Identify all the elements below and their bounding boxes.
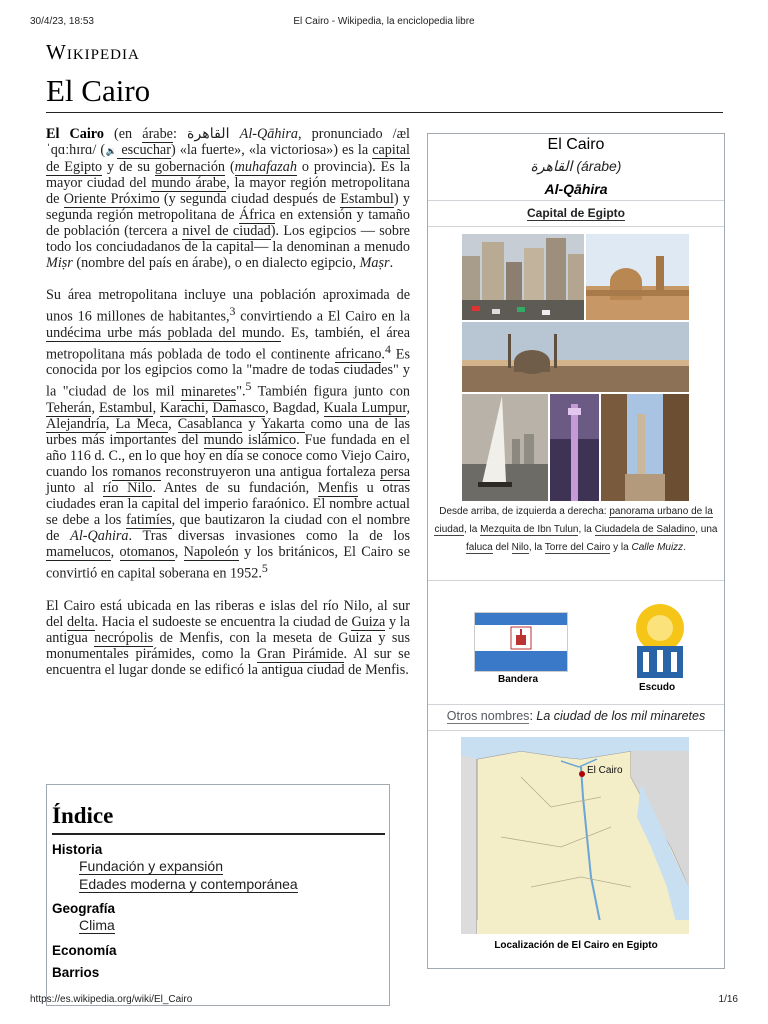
link-africano[interactable]: africano (334, 346, 382, 363)
link-muhafazah[interactable]: muhafazah (234, 159, 297, 175)
collage-caption: Desde arriba, de izquierda a derecha: panorama urbano de la ciudad, la Mezquita de Ibn Tulun, la Ciudadela de Saladino, una faluca del Nilo, la Torre del Cairo y la Calle Muizz. (434, 506, 718, 553)
coat-label: Escudo (639, 682, 676, 693)
ref-4[interactable]: 4 (384, 341, 391, 356)
link-nivel-ciudad[interactable]: nivel de ciudad (182, 223, 271, 239)
photo-ibn-tulun-mosque[interactable] (586, 234, 689, 320)
other-names-key[interactable]: Otros nombres (446, 709, 530, 723)
link-capital-egipto-infobox[interactable]: Capital de Egipto (526, 206, 625, 220)
ref-3[interactable]: 3 (229, 304, 236, 318)
link-estambul[interactable]: Estambul (340, 191, 394, 207)
link-minaretes[interactable]: minaretes (181, 384, 237, 401)
infobox-arabic-name: القاهرة (árabe) (530, 158, 622, 174)
coat-of-arms-icon (631, 602, 689, 682)
other-names-value: La ciudad de los mil minaretes (536, 709, 706, 723)
link-la-meca[interactable]: La Meca (115, 416, 169, 433)
photo-cairo-tower[interactable] (550, 394, 599, 501)
page-title: El Cairo (46, 73, 151, 108)
print-datetime: 30/4/23, 18:53 (30, 16, 94, 27)
wikipedia-logo[interactable]: Wikipedia (46, 40, 140, 64)
link-rio-nilo[interactable]: río Nilo (102, 480, 153, 497)
link-kuala-lumpur[interactable]: Kuala Lumpur (323, 400, 407, 417)
print-header (30, 16, 738, 30)
link-delta[interactable]: delta (66, 613, 95, 630)
metro-paragraph: Su área metropolitana incluye una población aproximada de unos 16 millones de habitantes,$^3$ convirtiendo a El Cairo en la undécima urbe más poblada del mundo. Es, también, el área metropolitana más poblada de todo el continente africano.$^4$ Es conocida por los egipcios como la "madre de todas ciudades" y la "ciudad de los mil minaretes".$^5$ También figura junto con Teherán, Estambul, Karachi, Damasco, Bagdad, Kuala Lumpur, Alejandría, La Meca, Casablanca y Yakarta como una de las urbes más importantes del mundo islámico. Fue fundada en el año 116 d. C., en lo que hoy en día se conoce como Viejo Cairo, cuando los romanos reconstruyeron una antigua fortaleza persa junto al río Nilo. Antes de su fundación, Menfis u otras ciudades eran la capital del imperio faraónico. El nombre actual se debe a los fatimíes, que bautizaron la ciudad con el nombre de Al-Qahira. Tras diversas invasiones como la de los mamelucos, otomanos, Napoleón y los británicos, El Cairo se convirtió en capital soberana en 1952.$^5$ (46, 287, 411, 582)
link-escuchar[interactable]: escuchar (117, 142, 171, 158)
intro-paragraph: El Cairo (en árabe: القاهرة Al-Qāhira, pronunciado /æl ˈqɑːhɪrɑ/ (🔉 escuchar) «la fuerte», «la victoriosa») es la capital de Egipto y de su gobernación (muhafazah o provincia). Es la mayor ciudad del mundo árabe, la mayor región metropolitana de Oriente Próximo (y segunda ciudad después de Estambul) y segunda región metropolitana de África en extensión y tamaño de población (tercera a nivel de ciudad). Los egipcios — sobre todo los conciudadanos de la capital— la denominan a menudo Miṣr (nombre del país en árabe), o en dialecto egipcio, Maṣr. (46, 126, 410, 271)
transliteration: Al-Qāhira (239, 126, 298, 142)
other-names: Otros nombres: La ciudad de los mil minaretes (446, 709, 706, 723)
al-qahira-text: Al-Qahira (70, 528, 129, 545)
link-nilo[interactable]: Nilo (511, 542, 529, 553)
print-url: https://es.wikipedia.org/wiki/El_Cairo (30, 994, 193, 1005)
link-napoleon[interactable]: Napoleón (183, 544, 239, 561)
article-name-bold: El Cairo (46, 126, 104, 142)
link-persa[interactable]: persa (380, 464, 411, 481)
photo-city-panorama[interactable] (462, 234, 584, 320)
cairo-tower-image (550, 394, 599, 501)
photo-felucca-nile[interactable] (462, 394, 548, 501)
print-page-number: 1/16 (718, 994, 738, 1005)
link-casablanca[interactable]: Casablanca (177, 416, 243, 433)
link-otomanos[interactable]: otomanos (119, 544, 175, 561)
cairo-flag-icon (475, 613, 567, 671)
link-mamelucos[interactable]: mamelucos (46, 544, 111, 561)
city-panorama-image (462, 234, 584, 320)
link-faluca[interactable]: faluca (466, 542, 493, 553)
infobox-divider (428, 730, 724, 731)
print-footer (30, 994, 738, 1008)
link-gobernacion[interactable]: gobernación (154, 159, 226, 175)
location-map[interactable] (461, 737, 689, 934)
toc-item-geografia[interactable]: Geografía (52, 901, 116, 916)
arabic-name: القاهرة (187, 126, 230, 142)
table-of-contents (46, 784, 390, 1006)
photo-saladin-citadel[interactable] (462, 322, 689, 392)
toc-item-barrios[interactable]: Barrios (52, 965, 100, 980)
link-damasco[interactable]: Damasco (212, 400, 266, 417)
link-ibn-tulun[interactable]: Mezquita de Ibn Tulun (480, 524, 579, 535)
link-estambul-2[interactable]: Estambul (98, 400, 153, 417)
link-guiza[interactable]: Guiza (351, 613, 386, 630)
felucca-image (462, 394, 548, 501)
citadel-image (462, 322, 689, 392)
toc-subitem-fundacion[interactable]: Fundación y expansión (79, 858, 223, 874)
toc-divider (52, 833, 385, 835)
flag-label: Bandera (498, 674, 539, 685)
link-panorama[interactable]: panorama urbano de la ciudad (434, 506, 713, 535)
infobox-capital-label (428, 206, 724, 220)
map-caption: Localización de El Cairo en Egipto (494, 940, 658, 951)
link-arabe[interactable]: árabe (142, 126, 173, 142)
flag-image[interactable] (474, 612, 568, 672)
speaker-icon[interactable]: 🔉 (105, 146, 118, 156)
egypt-map-image (461, 737, 689, 934)
toc-item-historia[interactable]: Historia (52, 842, 103, 857)
infobox-divider (428, 704, 724, 705)
photo-calle-muizz[interactable] (601, 394, 689, 501)
toc-title: Índice (52, 803, 114, 828)
link-gran-piramide[interactable]: Gran Pirámide (257, 645, 344, 662)
infobox-divider (428, 200, 724, 201)
link-teheran[interactable]: Teherán (46, 400, 92, 417)
infobox-transliteration: Al-Qāhira (544, 181, 608, 197)
calle-muizz-image (601, 394, 689, 501)
map-city-label: El Cairo (587, 765, 623, 776)
ref-5[interactable]: 5 (245, 379, 252, 394)
toc-subitem-edades[interactable]: Edades moderna y contemporánea (79, 876, 298, 892)
masr-text: Maṣr (359, 255, 390, 271)
link-alejandria[interactable]: Alejandría (46, 416, 106, 433)
link-ciudadela[interactable]: Ciudadela de Saladino (594, 524, 696, 535)
toc-subitem-clima[interactable]: Clima (79, 917, 115, 933)
link-africa[interactable]: África (239, 207, 276, 223)
link-yakarta[interactable]: Yakarta (261, 416, 305, 433)
link-mundo-islamico[interactable]: mundo islámico (203, 432, 297, 449)
infobox-name: El Cairo (547, 136, 605, 153)
misr-text: Miṣr (46, 255, 73, 271)
link-capital-egipto[interactable]: capital de Egipto (46, 142, 410, 175)
infobox (427, 133, 725, 969)
link-necropolis[interactable]: necrópolis (94, 629, 154, 646)
link-romanos[interactable]: romanos (112, 464, 162, 481)
geography-paragraph: El Cairo está ubicada en las riberas e islas del río Nilo, al sur del delta. Hacia el sudoeste se encuentra la ciudad de Guiza y la antigua necrópolis de Menfis, con la meseta de Guiza y sus monumentales pirámides, como la Gran Pirámide. Al sur se encuentra el lugar donde se edificó la antigua ciudad de Menfis. (46, 597, 411, 678)
link-fatimies[interactable]: fatimíes (125, 512, 172, 529)
toc-item-economia[interactable]: Economía (52, 943, 117, 958)
ref-5b[interactable]: 5 (261, 561, 268, 576)
title-divider (46, 112, 723, 113)
print-page-title: El Cairo - Wikipedia, la enciclopedia libre (293, 16, 475, 27)
article-body (46, 126, 410, 694)
link-undecima-urbe[interactable]: undécima urbe más poblada del mundo (46, 324, 282, 341)
link-torre-cairo[interactable]: Torre del Cairo (544, 542, 611, 553)
infobox-divider (428, 226, 724, 227)
mosque-image (586, 234, 689, 320)
link-menfis[interactable]: Menfis (317, 480, 358, 497)
link-oriente-proximo[interactable]: Oriente Próximo (63, 191, 160, 207)
coat-of-arms-image[interactable] (631, 602, 689, 682)
link-mundo-arabe[interactable]: mundo árabe (151, 175, 227, 191)
link-karachi[interactable]: Karachi (160, 400, 205, 417)
calle-muizz-text: Calle Muizz (631, 542, 684, 553)
infobox-divider (428, 580, 724, 581)
